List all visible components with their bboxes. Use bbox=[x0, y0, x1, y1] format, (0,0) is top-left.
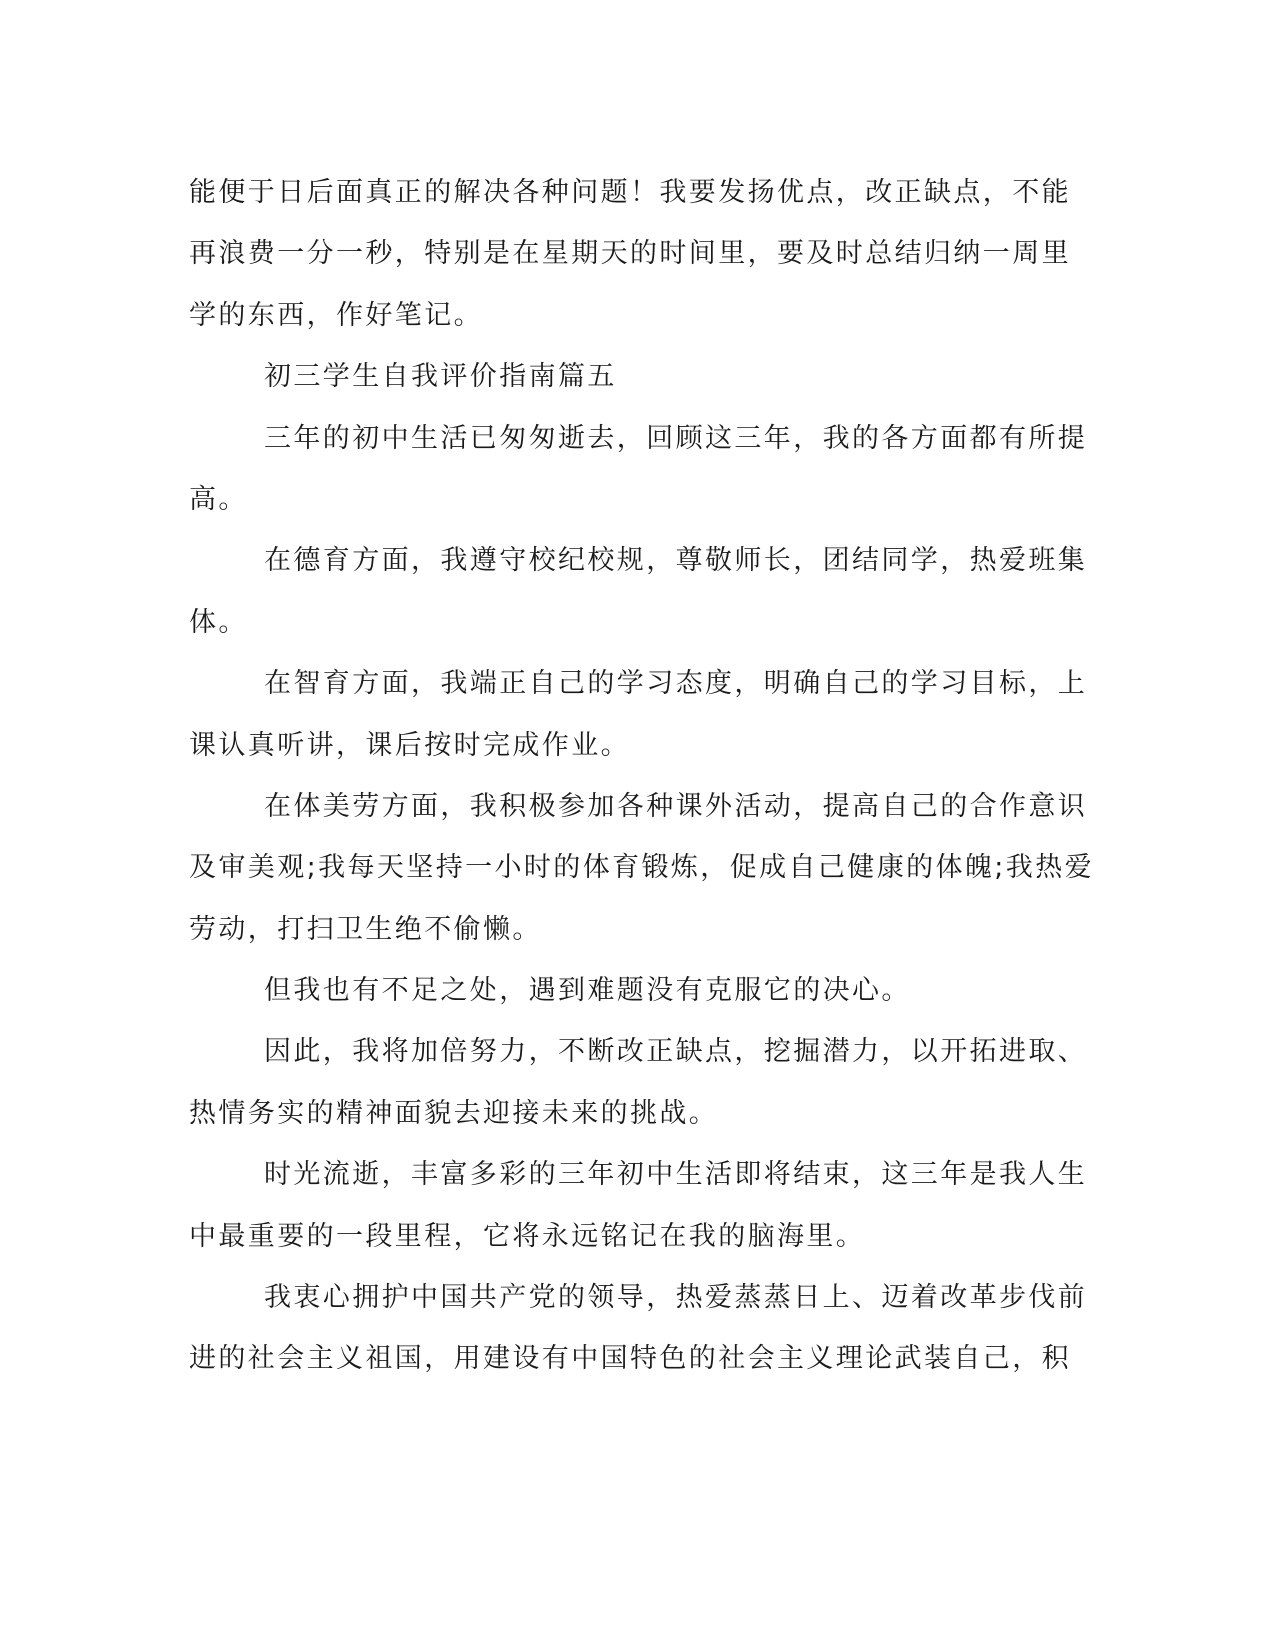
text-line: 在德育方面，我遵守校纪校规，尊敬师长，团结同学，热爱班集 bbox=[264, 545, 1088, 577]
text-line: 但我也有不足之处，遇到难题没有克服它的决心。 bbox=[264, 975, 911, 1007]
text-line: 时光流逝，丰富多彩的三年初中生活即将结束，这三年是我人生 bbox=[264, 1159, 1088, 1191]
text-line: 因此，我将加倍努力，不断改正缺点，挖掘潜力，以开拓进取、 bbox=[264, 1036, 1088, 1068]
body-text bbox=[189, 162, 1094, 1390]
text-line: 热情务实的精神面貌去迎接未来的挑战。 bbox=[189, 1097, 719, 1129]
text-line: 中最重要的一段里程，它将永远铭记在我的脑海里。 bbox=[189, 1220, 866, 1252]
text-line: 在体美劳方面，我积极参加各种课外活动，提高自己的合作意识 bbox=[264, 790, 1088, 822]
text-line: 我衷心拥护中国共产党的领导，热爱蒸蒸日上、迈着改革步伐前 bbox=[264, 1282, 1088, 1314]
text-line: 课认真听讲，课后按时完成作业。 bbox=[189, 729, 630, 761]
text-line: 在智育方面，我端正自己的学习态度，明确自己的学习目标，上 bbox=[264, 668, 1088, 700]
text-line: 进的社会主义祖国，用建设有中国特色的社会主义理论武装自己，积 bbox=[189, 1343, 1071, 1375]
section-heading: 初三学生自我评价指南篇五 bbox=[264, 361, 617, 393]
text-line: 再浪费一分一秒，特别是在星期天的时间里，要及时总结归纳一周里 bbox=[189, 238, 1071, 270]
text-line: 劳动，打扫卫生绝不偷懒。 bbox=[189, 913, 542, 945]
text-line: 体。 bbox=[189, 606, 248, 638]
text-line: 及审美观;我每天坚持一小时的体育锻炼，促成自己健康的体魄;我热爱 bbox=[189, 852, 1094, 884]
text-line: 学的东西，作好笔记。 bbox=[189, 299, 483, 331]
text-line: 能便于日后面真正的解决各种问题！我要发扬优点，改正缺点，不能 bbox=[189, 177, 1071, 208]
text-line: 三年的初中生活已匆匆逝去，回顾这三年，我的各方面都有所提 bbox=[264, 422, 1088, 454]
text-line: 高。 bbox=[189, 483, 248, 515]
